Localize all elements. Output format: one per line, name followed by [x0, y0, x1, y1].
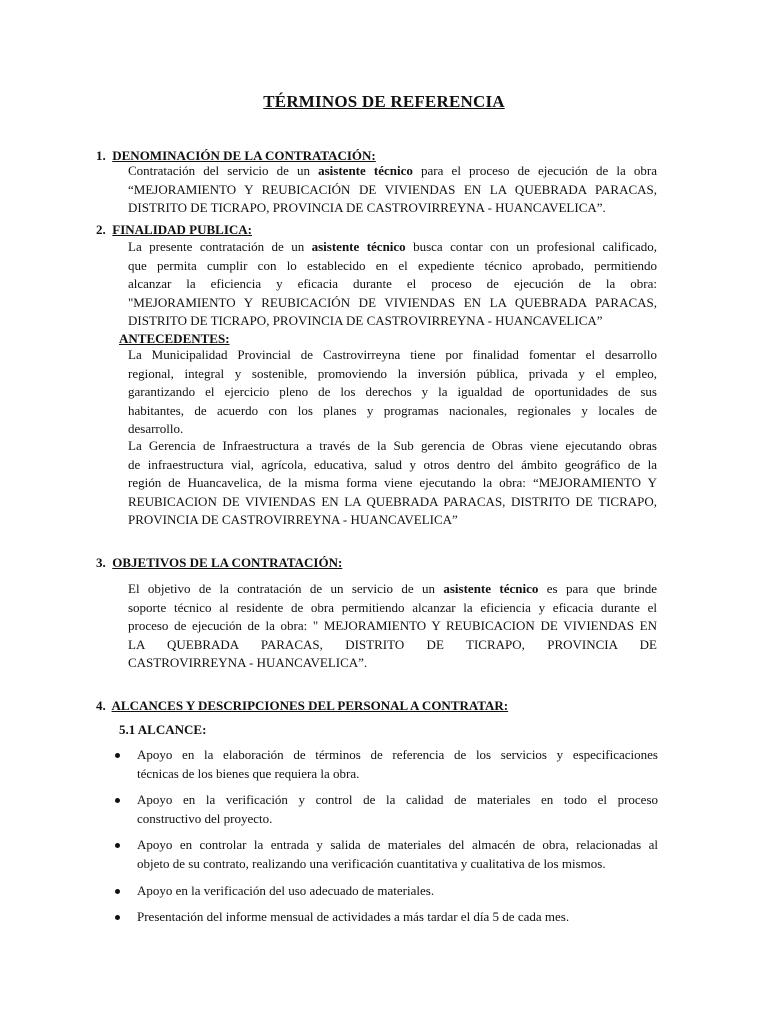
section-3-heading	[96, 555, 342, 571]
list-item-line: Apoyo en controlar la entrada y salida de materiales del almacén de obra, relacionadas al	[137, 837, 658, 853]
section-number: 2.	[96, 222, 106, 237]
paragraph-line: soporte técnico al residente de obra permitiendo alcanzar la eficiencia y eficacia durante el	[128, 599, 657, 615]
paragraph-line: Contratación del servicio de un asistente técnico para el proceso de ejecución de la obra	[128, 163, 657, 178]
paragraph-line: LA QUEBRADA PARACAS, DISTRITO DE TICRAPO, PROVINCIA DE	[128, 636, 657, 652]
section-1-paragraph	[128, 162, 657, 218]
paragraph-line: “MEJORAMIENTO Y REUBICACIÓN DE VIVIENDAS EN LA QUEBRADA PARACAS,	[128, 181, 657, 197]
section-number: 1.	[96, 148, 106, 163]
paragraph-line: regional, integral y sostenible, promoviendo la inversión pública, privada y el empleo,	[128, 365, 657, 381]
list-item-line: constructivo del proyecto.	[137, 810, 273, 826]
list-item-line: Apoyo en la verificación y control de la calidad de materiales en todo el proceso	[137, 792, 658, 808]
section-3-paragraph	[128, 580, 657, 673]
antecedentes-paragraph-2	[128, 437, 657, 530]
list-item-line: Apoyo en la verificación del uso adecuado de materiales.	[137, 882, 435, 898]
bullet-icon	[115, 798, 120, 803]
paragraph-line: CASTROVIRREYNA - HUANCAVELICA”.	[128, 655, 368, 671]
list-item-line: Presentación del informe mensual de actividades a más tardar el día 5 de cada mes.	[137, 909, 570, 925]
paragraph-line: garantizando el ejercicio pleno de los derechos y la igualdad de oportunidades de sus	[128, 384, 657, 400]
paragraph-line: proceso de ejecución de la obra: " MEJORAMIENTO Y REUBICACION DE VIVIENDAS EN	[128, 618, 657, 634]
list-item	[112, 836, 658, 873]
bullet-icon	[115, 889, 120, 894]
paragraph-line: desarrollo.	[128, 421, 184, 437]
list-item-line: Apoyo en la elaboración de términos de referencia de los servicios y especificaciones	[137, 747, 658, 762]
section-title: ALCANCES Y DESCRIPCIONES DEL PERSONAL A CONTRATAR:	[111, 698, 509, 713]
list-item	[112, 882, 658, 901]
list-item-line: objeto de su contrato, realizando una verificación cuantitativa y cualitativa de los mismos.	[137, 855, 606, 871]
list-item	[112, 746, 658, 783]
paragraph-line: "MEJORAMIENTO Y REUBICACIÓN DE VIVIENDAS EN LA QUEBRADA PARACAS,	[128, 294, 657, 310]
paragraph-line: La Municipalidad Provincial de Castrovirreyna tiene por finalidad fomentar el desarrollo	[128, 347, 657, 362]
paragraph-line: La Gerencia de Infraestructura a través de la Sub gerencia de Obras viene ejecutando obras	[128, 438, 657, 453]
subsection-heading: 5.1 ALCANCE:	[119, 722, 207, 737]
paragraph-line: alcanzar la eficiencia y eficacia durante el proceso de ejecución de la obra:	[128, 276, 657, 292]
section-number: 4.	[96, 698, 106, 713]
paragraph-line: que permita cumplir con lo establecido en el expediente técnico aprobado, permitiendo	[128, 257, 657, 273]
paragraph-line: región de Huancavelica, de la misma forma viene ejecutando la obra: “MEJORAMIENTO Y	[128, 475, 657, 491]
section-title: FINALIDAD PUBLICA:	[112, 222, 253, 237]
paragraph-line: La presente contratación de un asistente técnico busca contar con un profesional calificado,	[128, 239, 657, 254]
section-title: DENOMINACIÓN DE LA CONTRATACIÓN:	[112, 148, 376, 163]
list-item	[112, 791, 658, 828]
paragraph-line: PROVINCIA DE CASTROVIRREYNA - HUANCAVELICA”	[128, 512, 458, 528]
paragraph-line: habitantes, de acuerdo con los planes y programas nacionales, regionales y locales de	[128, 402, 657, 418]
section-4-heading	[96, 698, 508, 714]
section-2-heading	[96, 222, 252, 238]
antecedentes-heading: ANTECEDENTES:	[119, 331, 230, 346]
paragraph-line: de infraestructura vial, agrícola, educativa, salud y otros dentro del ámbito geográfico de la	[128, 456, 657, 472]
list-item	[112, 908, 658, 927]
bullet-icon	[115, 843, 120, 848]
paragraph-line: DISTRITO DE TICRAPO, PROVINCIA DE CASTROVIRREYNA - HUANCAVELICA”	[128, 313, 603, 329]
paragraph-line: REUBICACION DE VIVIENDAS EN LA QUEBRADA PARACAS, DISTRITO DE TICRAPO,	[128, 493, 657, 509]
scope-bullet-list	[112, 746, 658, 927]
section-title: OBJETIVOS DE LA CONTRATACIÓN:	[112, 555, 343, 570]
bullet-icon	[115, 753, 120, 758]
bullet-icon	[115, 915, 120, 920]
page-title: TÉRMINOS DE REFERENCIA	[263, 92, 505, 111]
section-number: 3.	[96, 555, 106, 570]
paragraph-line: El objetivo de la contratación de un servicio de un asistente técnico es para que brinde	[128, 581, 657, 596]
antecedentes-paragraph-1	[128, 346, 657, 439]
section-2-paragraph	[128, 238, 657, 331]
paragraph-line: DISTRITO DE TICRAPO, PROVINCIA DE CASTROVIRREYNA - HUANCAVELICA”.	[128, 200, 606, 216]
list-item-line: técnicas de los bienes que requiera la obra.	[137, 765, 360, 781]
